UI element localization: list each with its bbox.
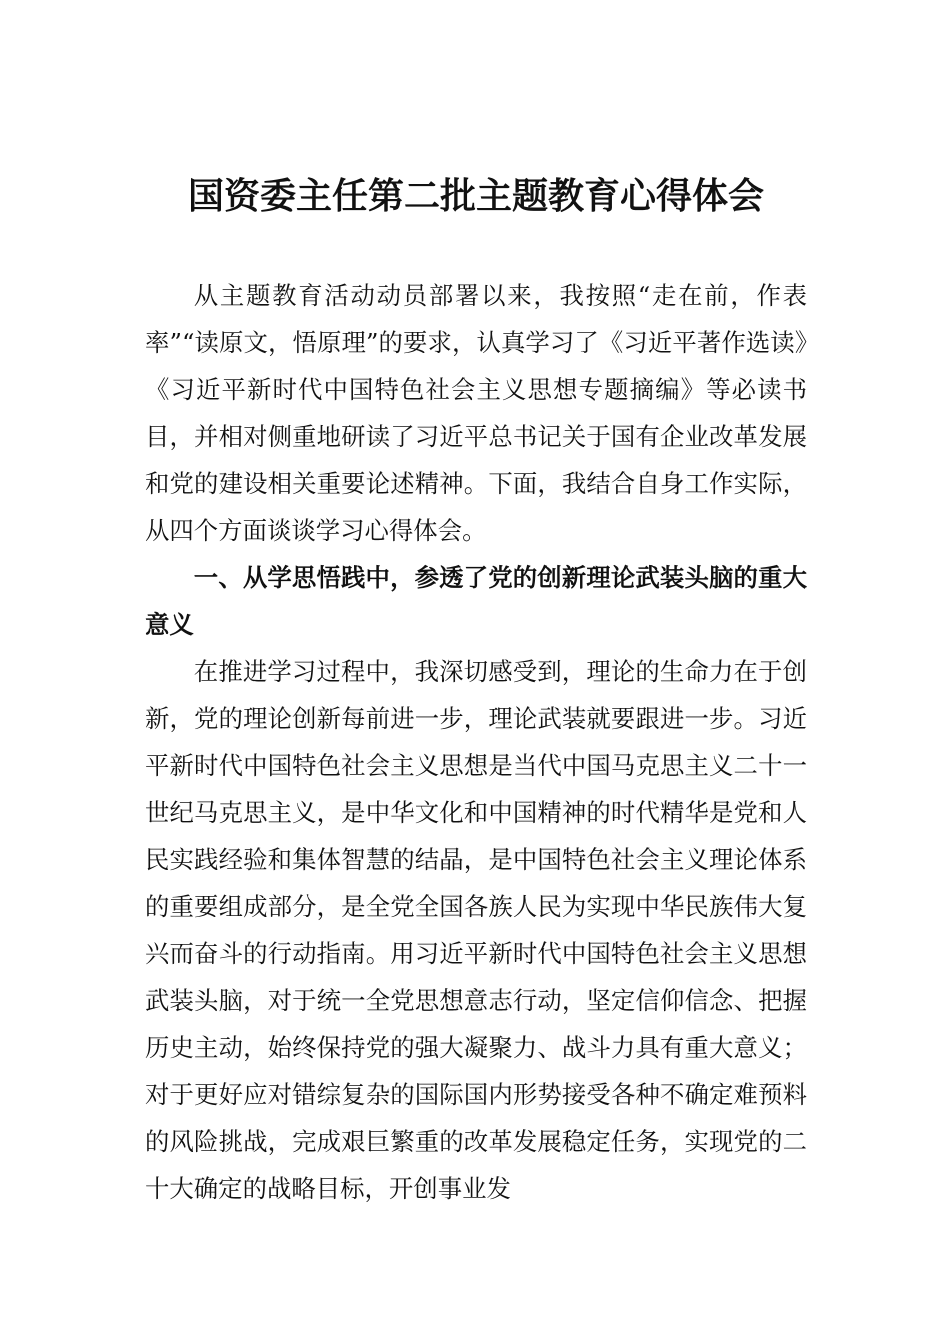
section-1-heading: 一、从学思悟践中，参透了党的创新理论武装头脑的重大意义 [145,563,807,639]
intro-paragraph: 从主题教育活动动员部署以来，我按照“走在前，作表率”“读原文，悟原理”的要求，认真学习了《习近平著作选读》《习近平新时代中国特色社会主义思想专题摘编》等必读书目，并相对侧重地研读了习近平总书记关于国有企业改革发展和党的建设相关重要论述精神。下面，我结合自身工作实际，从四个方面谈谈学习心得体会。 [145,281,807,545]
document-body [145,272,807,1212]
section-1-paragraph: 在推进学习过程中，我深切感受到，理论的生命力在于创新，党的理论创新每前进一步，理论武装就要跟进一步。习近平新时代中国特色社会主义思想是当代中国马克思主义二十一世纪马克思主义，是中华文化和中国精神的时代精华是党和人民实践经验和集体智慧的结晶，是中国特色社会主义理论体系的重要组成部分，是全党全国各族人民为实现中华民族伟大复兴而奋斗的行动指南。用习近平新时代中国特色社会主义思想武装头脑，对于统一全党思想意志行动，坚定信仰信念、把握历史主动，始终保持党的强大凝聚力、战斗力具有重大意义；对于更好应对错综复杂的国际国内形势接受各种不确定难预料的风险挑战，完成艰巨繁重的改革发展稳定任务，实现党的二十大确定的战略目标，开创事业发 [145,657,807,1203]
document-title: 国资委主任第二批主题教育心得体会 [187,175,764,217]
